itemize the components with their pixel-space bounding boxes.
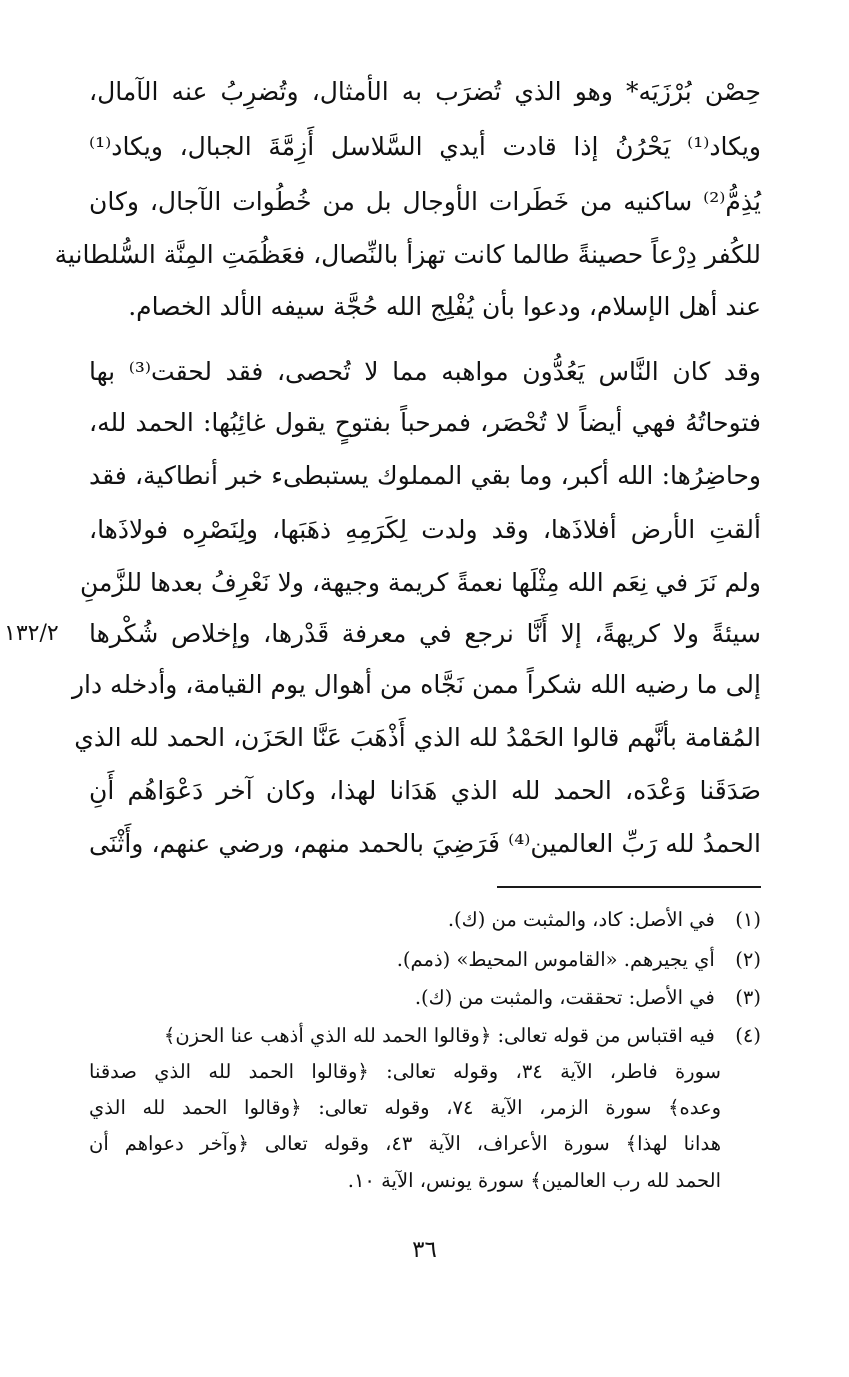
body-line: سيئةً ولا كريهةً، إلا أَنَّا نرجع في معرفة قَدْرها، وإخلاص شُكْرها: [89, 619, 761, 648]
footnote-number: (٤): [735, 1024, 761, 1047]
footnote-number: (٢): [735, 948, 761, 971]
footnote-text: في الأصل: كاد، والمثبت من (ك).: [447, 908, 715, 931]
body-line: إلى ما رضيه الله شكراً ممن نَجَّاه من أهوال يوم القيامة، وأدخله دار: [71, 670, 761, 699]
body-line: وحاضِرُها: الله أكبر، وما بقي المملوك يستبطىء خبر أنطاكية، فقد: [89, 461, 761, 490]
footnote-4-line: سورة فاطر، الآية ٣٤، وقوله تعالى: ﴿وقالوا الحمد لله الذي صدقنا: [89, 1060, 721, 1083]
body-line: ألقتِ الأرض أفلاذَها، وقد ولدت لِكَرَمِهِ ذهَبَها، ولِنَصْرِه فولاذَها،: [89, 515, 761, 544]
footnote-3: [89, 983, 761, 1013]
body-line: حِصْن بُرْزَيَه* وهو الذي تُضرَب به الأمثال، وتُضرِبُ عنه الآمال،: [89, 77, 761, 106]
body-line: ويكاد⁽¹⁾ يَحْرُنُ إذا قادت أيدي السَّلاسل أَزِمَّةَ الجبال، ويكاد⁽¹⁾: [89, 132, 761, 161]
manuscript-folio-note: ١٣٢/٢: [4, 621, 59, 646]
footnote-4-line: وعده﴾ سورة الزمر، الآية ٧٤، وقوله تعالى: ﴿وقالوا الحمد لله الذي: [89, 1096, 721, 1119]
footnote-separator: [497, 886, 761, 888]
body-line: للكُفر دِرْعاً حصينةً طالما كانت تهزأ بالنِّصال، فعَظُمَتِ المِنَّة السُّلطانية: [54, 240, 761, 269]
footnote-4-line: الحمد لله رب العالمين﴾ سورة يونس، الآية ١٠.: [347, 1169, 721, 1192]
body-line: فتوحاتُهُ فهي أيضاً لا تُحْصَر، فمرحباً بفتوحٍ يقول غائِبُها: الحمد لله،: [89, 408, 761, 437]
footnote-text: فيه اقتباس من قوله تعالى: ﴿وقالوا الحمد لله الذي أذهب عنا الحزن﴾: [163, 1024, 715, 1047]
footnote-text: أي يجيرهم. «القاموس المحيط» (ذمم).: [396, 948, 715, 971]
footnote-1: [89, 905, 761, 935]
body-line: الحمدُ لله رَبِّ العالمين⁽⁴⁾ فَرَضِيَ بالحمد منهم، ورضي عنهم، وأَثْنَى: [89, 829, 761, 858]
footnote-2: [89, 945, 761, 975]
footnote-number: (٣): [735, 986, 761, 1009]
footnote-4: [89, 1021, 761, 1051]
body-line: يُذِمُّ⁽²⁾ ساكنيه من خَطَرات الأوجال بل من خُطُوات الآجال، وكان: [89, 187, 761, 216]
page-number: ٣٦: [412, 1237, 437, 1263]
body-line: عند أهل الإسلام، ودعوا بأن يُفْلِج الله حُجَّة سيفه الألد الخصام.: [128, 292, 761, 321]
body-line: ولم نَرَ في نِعَم الله مِثْلَها نعمةً كريمة وجيهة، ولا نَعْرِفُ بعدها للزَّمنِ: [79, 568, 761, 597]
body-line: صَدَقَنا وَعْدَه، الحمد لله الذي هَدَانا لهذا، وكان آخر دَعْوَاهُم أَنِ: [89, 776, 761, 805]
body-line: المُقامة بأنَّهم قالوا الحَمْدُ لله الذي أَذْهَبَ عَنَّا الحَزَن، الحمد لله الذي: [74, 723, 761, 752]
footnote-text: في الأصل: تحققت، والمثبت من (ك).: [414, 986, 715, 1009]
footnote-number: (١): [735, 908, 761, 931]
body-line: وقد كان النَّاس يَعُدُّون مواهبه مما لا تُحصى، فقد لحقت⁽³⁾ بها: [89, 357, 761, 386]
footnote-4-line: هدانا لهذا﴾ سورة الأعراف، الآية ٤٣، وقوله تعالى ﴿وآخر دعواهم أن: [89, 1132, 721, 1155]
